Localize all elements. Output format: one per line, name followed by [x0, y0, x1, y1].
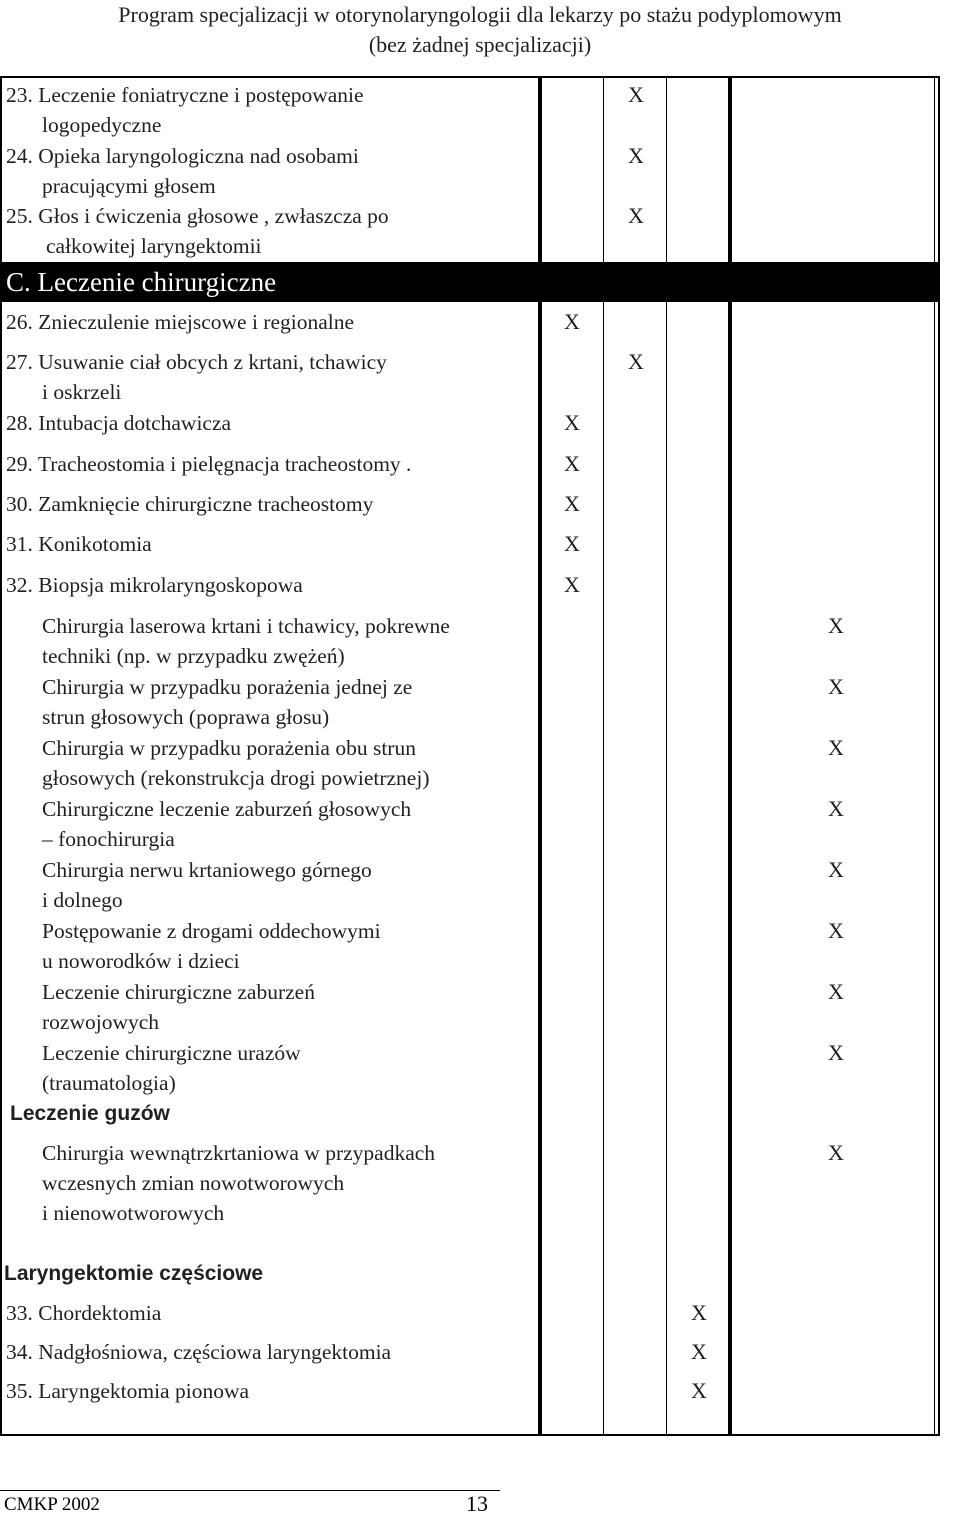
- mark-x: X: [828, 674, 844, 699]
- section-title: C. Leczenie chirurgiczne: [6, 267, 277, 297]
- mark-x: X: [828, 979, 844, 1004]
- mark-x: X: [564, 451, 580, 476]
- footer-publisher: CMKP 2002: [4, 1494, 100, 1515]
- mark-x: X: [564, 410, 580, 435]
- mark-x: X: [691, 1300, 707, 1325]
- header-subtitle: (bez żadnej specjalizacji): [368, 32, 592, 57]
- header-title: Program specjalizacji w otorynolaryngologii dla lekarzy po stażu podyplomowym: [118, 2, 842, 27]
- mark-x: X: [628, 82, 644, 107]
- section-band-surgery: [0, 262, 938, 302]
- mark-x: X: [828, 613, 844, 638]
- page-number: 13: [466, 1491, 488, 1516]
- mark-x: X: [564, 531, 580, 556]
- mark-x: X: [691, 1378, 707, 1403]
- mark-x: X: [828, 796, 844, 821]
- mark-x: X: [564, 572, 580, 597]
- mark-x: X: [828, 1040, 844, 1065]
- mark-x: X: [828, 918, 844, 943]
- mark-x: X: [628, 349, 644, 374]
- mark-x: X: [564, 309, 580, 334]
- mark-x: X: [628, 203, 644, 228]
- mark-x: X: [828, 857, 844, 882]
- mark-x: X: [691, 1339, 707, 1364]
- mark-x: X: [564, 491, 580, 516]
- footer-divider: [0, 1490, 500, 1491]
- mark-x: X: [628, 143, 644, 168]
- mark-x: X: [828, 735, 844, 760]
- mark-x: X: [828, 1140, 844, 1165]
